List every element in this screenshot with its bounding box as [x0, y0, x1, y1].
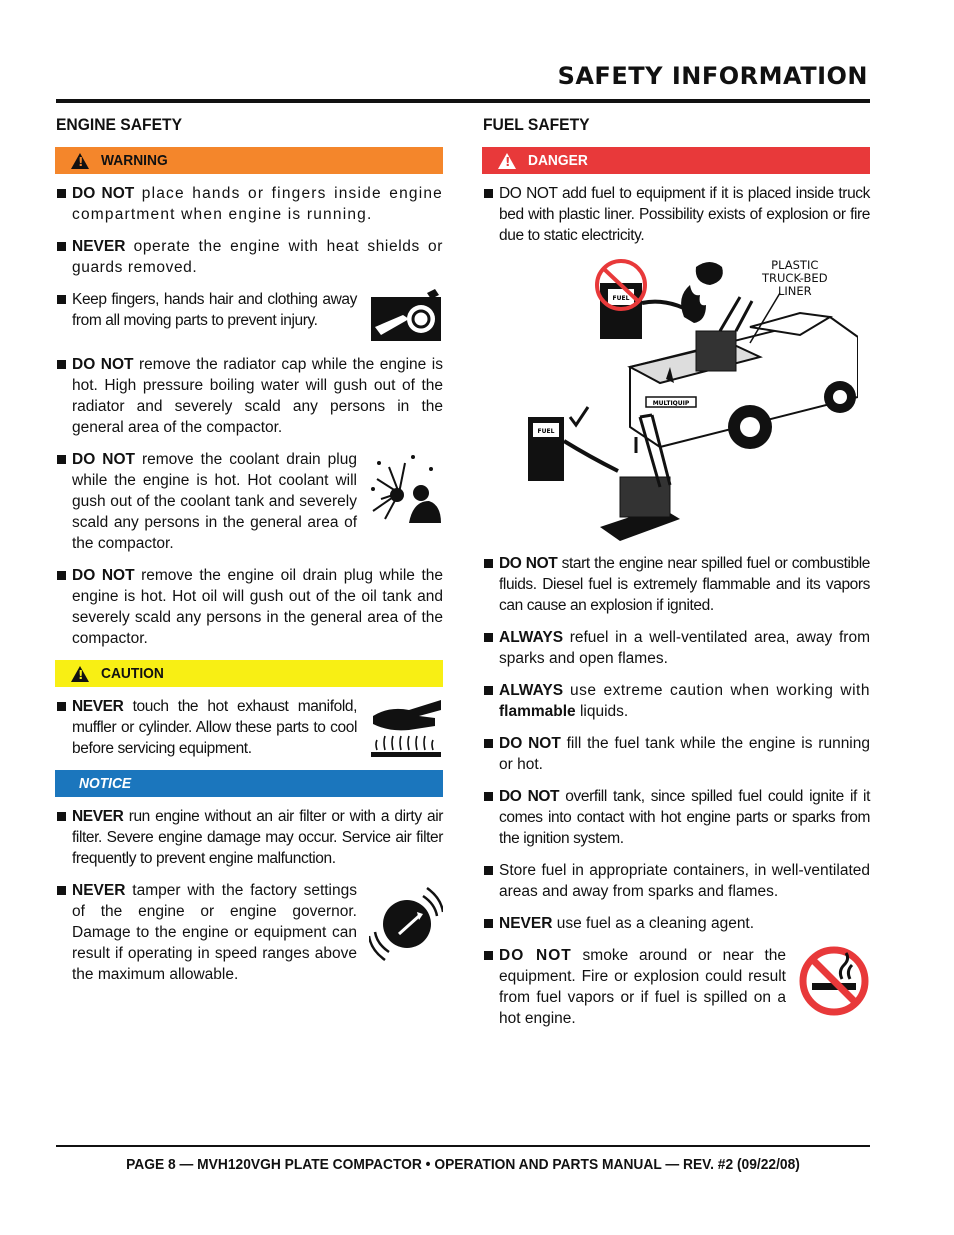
- notice-banner: [55, 770, 443, 797]
- item-lead: DO NOT: [72, 451, 135, 468]
- moving-parts-hand-icon: [369, 289, 443, 343]
- list-item: [482, 627, 870, 669]
- item-lead: NEVER: [72, 882, 126, 899]
- coolant-spray-icon: [369, 449, 443, 527]
- liner-label-line: PLASTIC: [771, 258, 819, 272]
- notice-label: NOTICE: [79, 775, 132, 792]
- item-text: [72, 696, 357, 759]
- item-lead: NEVER: [72, 238, 126, 255]
- engine-safety-column: [55, 110, 443, 996]
- item-lead: DO NOT: [72, 356, 134, 373]
- page-title: SAFETY INFORMATION: [557, 62, 868, 90]
- caution-banner: [55, 660, 443, 687]
- title-rule: [56, 99, 870, 103]
- list-item: [482, 553, 870, 616]
- item-lead: DO NOT: [499, 788, 560, 805]
- liner-label-line: LINER: [777, 284, 812, 298]
- item-body: tamper with the factory settings of the engine or engine governor. Damage to the engine or equipment can result if operating in speed ranges above the maximum allowable.: [72, 882, 357, 983]
- item-text: [72, 449, 357, 554]
- warning-triangle-icon: [71, 153, 89, 169]
- list-item: [55, 806, 443, 869]
- list-item: [55, 236, 443, 278]
- item-lead: DO NOT: [72, 185, 135, 202]
- item-lead: DO NOT: [72, 567, 135, 584]
- pump-fuel-text: FUEL: [612, 295, 630, 302]
- item-lead: NEVER: [499, 915, 553, 932]
- plastic-liner-label: [762, 259, 828, 298]
- item-lead: ALWAYS: [499, 682, 564, 699]
- no-smoking-icon: [798, 945, 870, 1017]
- item-text: refuel in a well-ventilated area, away from sparks and open flames.: [499, 629, 870, 667]
- item-lead: DO NOT: [499, 735, 561, 752]
- item-text: [72, 880, 357, 985]
- list-item: [482, 733, 870, 775]
- truck-scene-drawing: [500, 257, 858, 543]
- item-body: touch the hot exhaust manifold, muffler or cylinder. Allow these parts to cool before servicing equipment.: [72, 698, 357, 757]
- item-text: DO NOT add fuel to equipment if it is placed inside truck bed with plastic liner. Possibility exists of explosion or fire due to static electricity.: [499, 185, 870, 244]
- list-item: [55, 880, 443, 985]
- item-text: fill the fuel tank while the engine is running or hot.: [499, 735, 870, 773]
- item-text: operate the engine with heat shields or guards removed.: [72, 238, 443, 276]
- list-item: [55, 289, 443, 343]
- footer-rule: [56, 1145, 870, 1147]
- engine-speed-gauge-icon: [369, 880, 443, 964]
- warning-label: WARNING: [101, 152, 168, 169]
- list-item: [482, 860, 870, 902]
- item-body: remove the coolant drain plug while the engine is hot. Hot coolant will gush out of the coolant tank and severely scald any persons in the general area of the compactor.: [72, 451, 357, 552]
- item-text: use fuel as a cleaning agent.: [552, 915, 755, 932]
- page-footer: PAGE 8 — MVH120VGH PLATE COMPACTOR • OPERATION AND PARTS MANUAL — REV. #2 (09/22/08): [126, 1156, 800, 1173]
- item-text: liquids.: [575, 703, 629, 720]
- list-item: [55, 449, 443, 554]
- list-item: [55, 696, 443, 759]
- fuel-safety-heading: FUEL SAFETY: [483, 115, 590, 134]
- caution-triangle-icon: [71, 666, 89, 682]
- item-text: remove the engine oil drain plug while the engine is hot. Hot oil will gush out of the oil tank and severely scald any persons in the general area of the compactor.: [72, 567, 443, 647]
- list-item: [482, 945, 870, 1029]
- pump-fuel-text: FUEL: [537, 428, 555, 435]
- engine-safety-heading: ENGINE SAFETY: [56, 115, 183, 134]
- hot-surface-hand-icon: [369, 696, 443, 758]
- danger-label: DANGER: [528, 152, 588, 169]
- item-text: start the engine near spilled fuel or combustible fluids. Diesel fuel is extremely flammable and its vapors can cause an explosion if ignited.: [499, 555, 871, 614]
- caution-label: CAUTION: [101, 665, 164, 682]
- list-item: [482, 786, 870, 849]
- item-text: run engine without an air filter or with a dirty air filter. Severe engine damage may occur. Service air filter frequently to prevent engine malfunction.: [72, 808, 443, 867]
- item-lead: NEVER: [72, 698, 124, 715]
- item-text: [72, 289, 357, 331]
- warning-banner: [55, 147, 443, 174]
- list-item: [482, 913, 870, 934]
- item-text: use extreme caution when working with: [563, 682, 870, 699]
- item-text: place hands or fingers inside engine compartment when engine is running.: [72, 185, 444, 223]
- item-text: overfill tank, since spilled fuel could ignite if it comes into contact with hot engine parts or sparks from the ignition system.: [499, 788, 870, 847]
- item-body: smoke around or near the equipment. Fire or explosion could result from fuel vapors or if fuel is spilled on a hot engine.: [499, 947, 786, 1027]
- truck-brand-text: MULTIQUIP: [652, 400, 690, 407]
- item-text: remove the radiator cap while the engine is hot. High pressure boiling water will gush out of the radiator and severely scald any persons in the general area of the compactor.: [72, 356, 443, 436]
- danger-triangle-icon: [498, 153, 516, 169]
- list-item: [55, 183, 443, 225]
- item-lead: ALWAYS: [499, 629, 564, 646]
- item-lead: NEVER: [72, 808, 124, 825]
- truck-bed-refuel-illustration: [500, 257, 858, 543]
- list-item: [482, 680, 870, 722]
- danger-banner: [482, 147, 870, 174]
- item-lead: DO NOT: [499, 555, 558, 572]
- list-item: [55, 565, 443, 649]
- list-item: [55, 354, 443, 438]
- item-body: Keep fingers, hands hair and clothing away from all moving parts to prevent injury.: [72, 291, 357, 329]
- fuel-safety-column: [482, 110, 870, 1040]
- list-item: [482, 183, 870, 246]
- item-text: Store fuel in appropriate containers, in well-ventilated areas and away from sparks and flames.: [499, 862, 870, 900]
- liner-label-line: TRUCK-BED: [762, 271, 828, 285]
- item-text: [499, 945, 786, 1029]
- item-lead: DO NOT: [499, 947, 572, 964]
- item-emphasis: flammable: [499, 703, 576, 720]
